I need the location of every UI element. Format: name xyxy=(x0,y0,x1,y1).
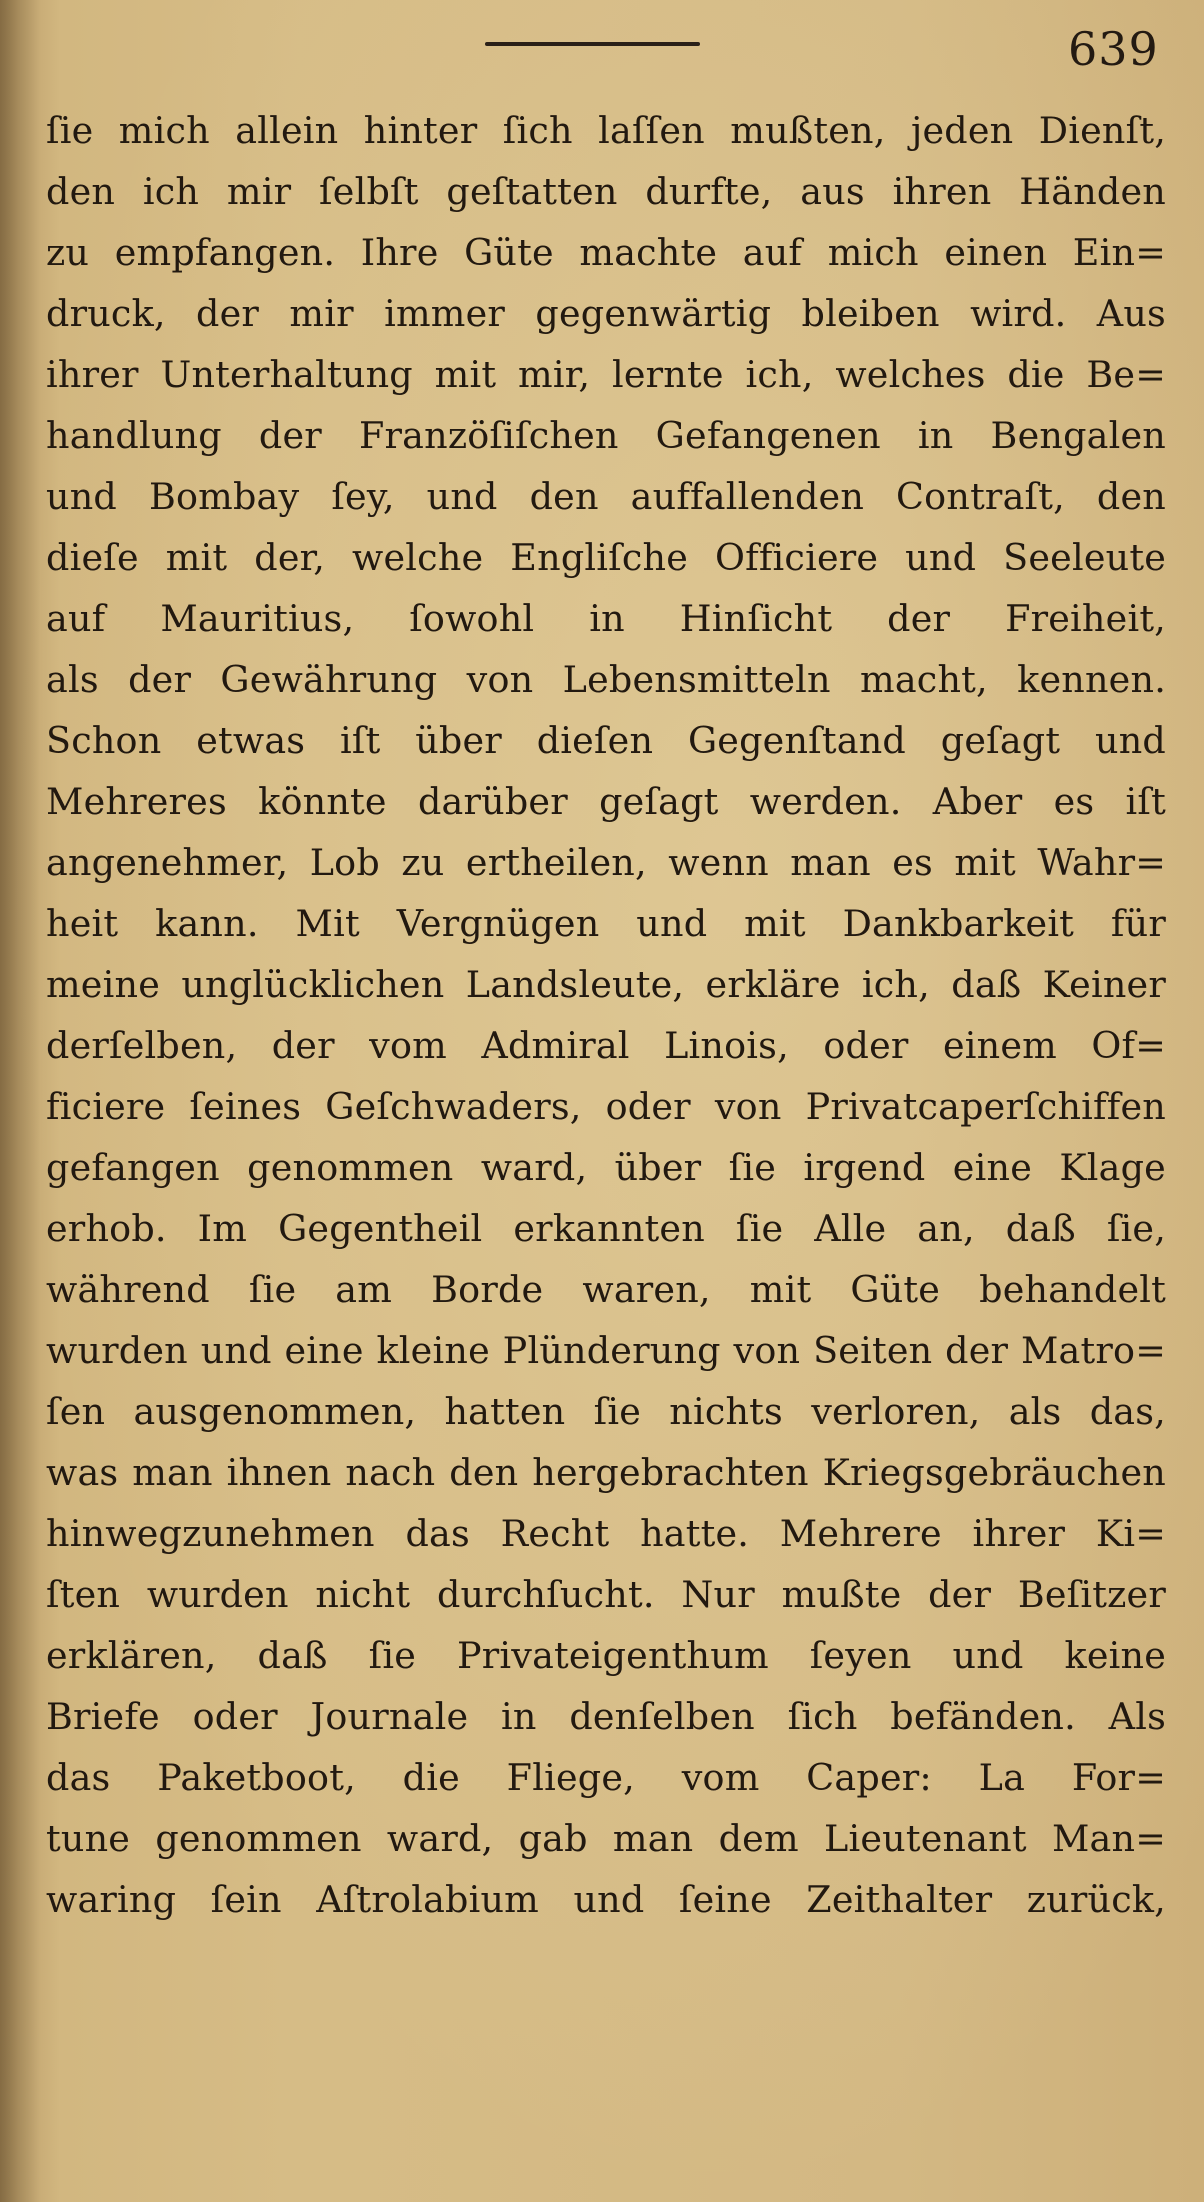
binding-shadow xyxy=(0,0,40,2202)
text-line: meine unglücklichen Landsleute, erkläre ich, daß Keiner xyxy=(46,963,1166,1006)
text-line: was man ihnen nach den hergebrachten Kriegsgebräuchen xyxy=(46,1451,1166,1494)
text-line: als der Gewährung von Lebensmitteln macht, kennen. xyxy=(46,658,1166,701)
text-line: ihrer Unterhaltung mit mir, lernte ich, welches die Be= xyxy=(46,353,1166,396)
text-line: und Bombay ſey, und den auffallenden Contraſt, den xyxy=(46,475,1166,518)
text-line: handlung der Franzöſiſchen Gefangenen in Bengalen xyxy=(46,414,1166,457)
text-line: wurden und eine kleine Plünderung von Seiten der Matro= xyxy=(46,1329,1166,1372)
text-line: angenehmer, Lob zu ertheilen, wenn man es mit Wahr= xyxy=(46,841,1166,884)
text-line: ſten wurden nicht durchſucht. Nur mußte der Beſitzer xyxy=(46,1573,1166,1616)
text-line: zu empfangen. Ihre Güte machte auf mich einen Ein= xyxy=(46,231,1166,274)
text-line: erhob. Im Gegentheil erkannten ſie Alle an, daß ſie, xyxy=(46,1207,1166,1250)
text-line: ſen ausgenommen, hatten ſie nichts verloren, als das, xyxy=(46,1390,1166,1433)
text-line: Schon etwas iſt über dieſen Gegenſtand geſagt und xyxy=(46,719,1166,762)
text-line: ficiere ſeines Geſchwaders, oder von Privatcaperſchiffen xyxy=(46,1085,1166,1128)
text-line: während ſie am Borde waren, mit Güte behandelt xyxy=(46,1268,1166,1311)
text-line: waring ſein Aſtrolabium und ſeine Zeithalter zurück, xyxy=(46,1878,1166,1921)
text-line: hinwegzunehmen das Recht hatte. Mehrere ihrer Ki= xyxy=(46,1512,1166,1555)
header-rule xyxy=(485,42,700,46)
page-number: 639 xyxy=(1068,22,1159,76)
text-line: das Paketboot, die Fliege, vom Caper: La For= xyxy=(46,1756,1166,1799)
body-text xyxy=(46,100,1166,1930)
text-line: erklären, daß ſie Privateigenthum ſeyen und keine xyxy=(46,1634,1166,1677)
text-line: Mehreres könnte darüber geſagt werden. Aber es iſt xyxy=(46,780,1166,823)
text-line: heit kann. Mit Vergnügen und mit Dankbarkeit für xyxy=(46,902,1166,945)
text-line: druck, der mir immer gegenwärtig bleiben wird. Aus xyxy=(46,292,1166,335)
text-line: Briefe oder Journale in denſelben ſich befänden. Als xyxy=(46,1695,1166,1738)
text-line: tune genommen ward, gab man dem Lieutenant Man= xyxy=(46,1817,1166,1860)
text-line: derſelben, der vom Admiral Linois, oder einem Of= xyxy=(46,1024,1166,1067)
text-line: auf Mauritius, ſowohl in Hinſicht der Freiheit, xyxy=(46,597,1166,640)
text-line: gefangen genommen ward, über ſie irgend eine Klage xyxy=(46,1146,1166,1189)
text-line: ſie mich allein hinter ſich laſſen mußten, jeden Dienſt, xyxy=(46,109,1166,152)
text-line: dieſe mit der, welche Engliſche Officiere und Seeleute xyxy=(46,536,1166,579)
text-line: den ich mir ſelbſt geſtatten durfte, aus ihren Händen xyxy=(46,170,1166,213)
